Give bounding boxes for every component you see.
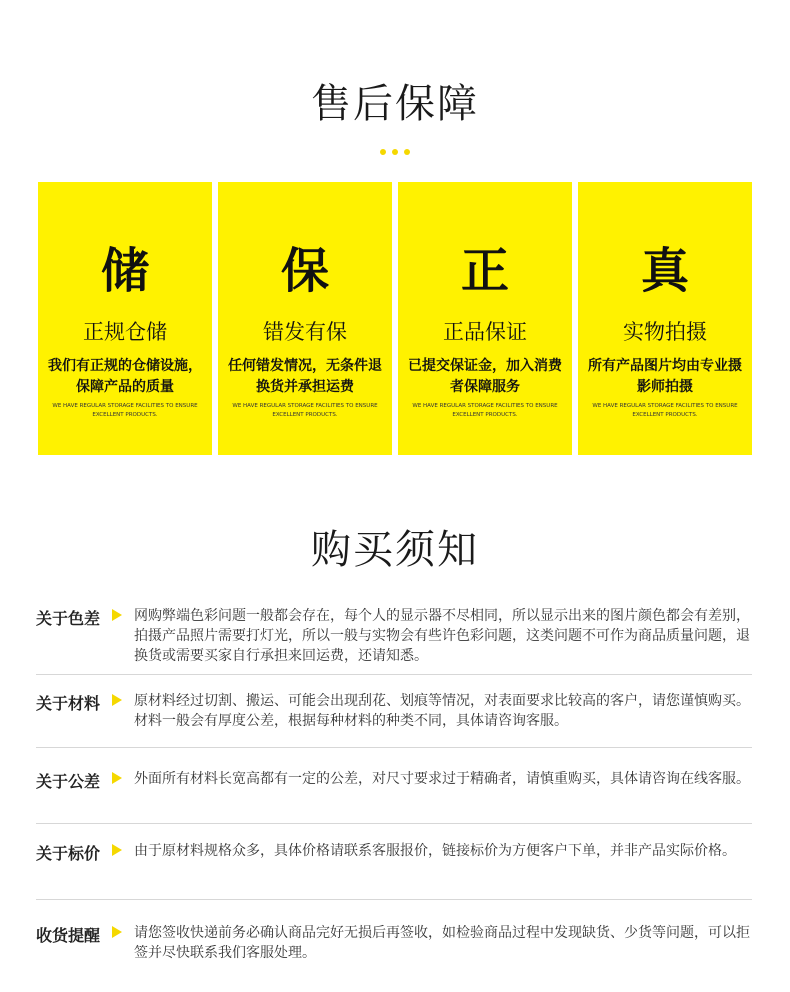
triangle-right-icon (112, 926, 122, 938)
divider (36, 899, 752, 900)
faq-label: 关于材料 (36, 694, 101, 713)
card-english-text: WE HAVE REGULAR STORAGE FACILITIES TO ENSURE EXCELLENT PRODUCTS. (232, 403, 378, 418)
triangle-right-icon (112, 844, 122, 856)
faq-label: 关于色差 (36, 609, 101, 628)
card-english-text: WE HAVE REGULAR STORAGE FACILITIES TO ENSURE EXCELLENT PRODUCTS. (52, 403, 198, 418)
card-description: 我们有正规的仓储设施，保障产品的质量 (48, 358, 202, 395)
triangle-right-icon (112, 772, 122, 784)
faq-text: 由于原材料规格众多，具体价格请联系客服报价，链接标价为方便客户下单，并非产品实际价格。 (134, 843, 736, 859)
after-sales-title: 售后保障 (311, 81, 479, 127)
dot-icon (404, 149, 410, 155)
divider (36, 674, 752, 675)
card-heading: 错发有保 (263, 320, 347, 344)
card-wrong-shipment (218, 182, 392, 455)
card-english-text: WE HAVE REGULAR STORAGE FACILITIES TO ENSURE EXCELLENT PRODUCTS. (592, 403, 738, 418)
faq-text: 请您签收快递前务必确认商品完好无损后再签收，如检验商品过程中发现缺货、少货等问题，可以拒签并尽快联系我们客服处理。 (134, 925, 750, 961)
triangle-right-icon (112, 694, 122, 706)
faq-item-tolerance (36, 769, 753, 809)
faq-item-material (36, 691, 753, 731)
card-english-text: WE HAVE REGULAR STORAGE FACILITIES TO ENSURE EXCELLENT PRODUCTS. (412, 403, 558, 418)
faq-label: 收货提醒 (36, 926, 101, 945)
faq-text: 网购弊端色彩问题一般都会存在，每个人的显示器不尽相同，所以显示出来的图片颜色都会有差别，拍摄产品照片需要打灯光，所以一般与实物会有些许色彩问题，这类问题不可作为商品质量问题，退换货或需要买家自行承担来回运费，还请知悉。 (134, 608, 750, 664)
faq-item-price (36, 841, 753, 881)
guarantee-cards (38, 182, 753, 455)
card-storage (38, 182, 212, 455)
card-big-char: 储 (100, 243, 149, 299)
dot-icon (380, 149, 386, 155)
divider (36, 747, 752, 748)
card-heading: 正规仓储 (83, 320, 167, 344)
card-big-char: 真 (640, 243, 689, 299)
card-authentic (398, 182, 572, 455)
faq-item-color (36, 606, 753, 666)
faq-item-receipt (36, 923, 753, 963)
card-heading: 正品保证 (443, 320, 527, 344)
card-big-char: 正 (460, 243, 509, 299)
purchase-notice-title: 购买须知 (311, 527, 479, 573)
card-heading: 实物拍摄 (623, 320, 707, 344)
card-description: 任何错发情况，无条件退换货并承担运费 (228, 358, 382, 395)
faq-text: 外面所有材料长宽高都有一定的公差，对尺寸要求过于精确者，请慎重购买，具体请咨询在线客服。 (134, 771, 750, 787)
card-description: 已提交保证金，加入消费者保障服务 (408, 358, 562, 395)
card-real-photo (578, 182, 752, 455)
faq-label: 关于标价 (36, 844, 101, 863)
title-dots (0, 140, 790, 159)
triangle-right-icon (112, 609, 122, 621)
divider (36, 823, 752, 824)
faq-text: 原材料经过切割、搬运、可能会出现刮花、划痕等情况，对表面要求比较高的客户，请您谨慎购买。材料一般会有厚度公差，根据每种材料的种类不同，具体请咨询客服。 (134, 693, 750, 729)
card-big-char: 保 (280, 243, 329, 299)
card-description: 所有产品图片均由专业摄影师拍摄 (588, 358, 742, 395)
dot-icon (392, 149, 398, 155)
faq-label: 关于公差 (36, 772, 101, 791)
